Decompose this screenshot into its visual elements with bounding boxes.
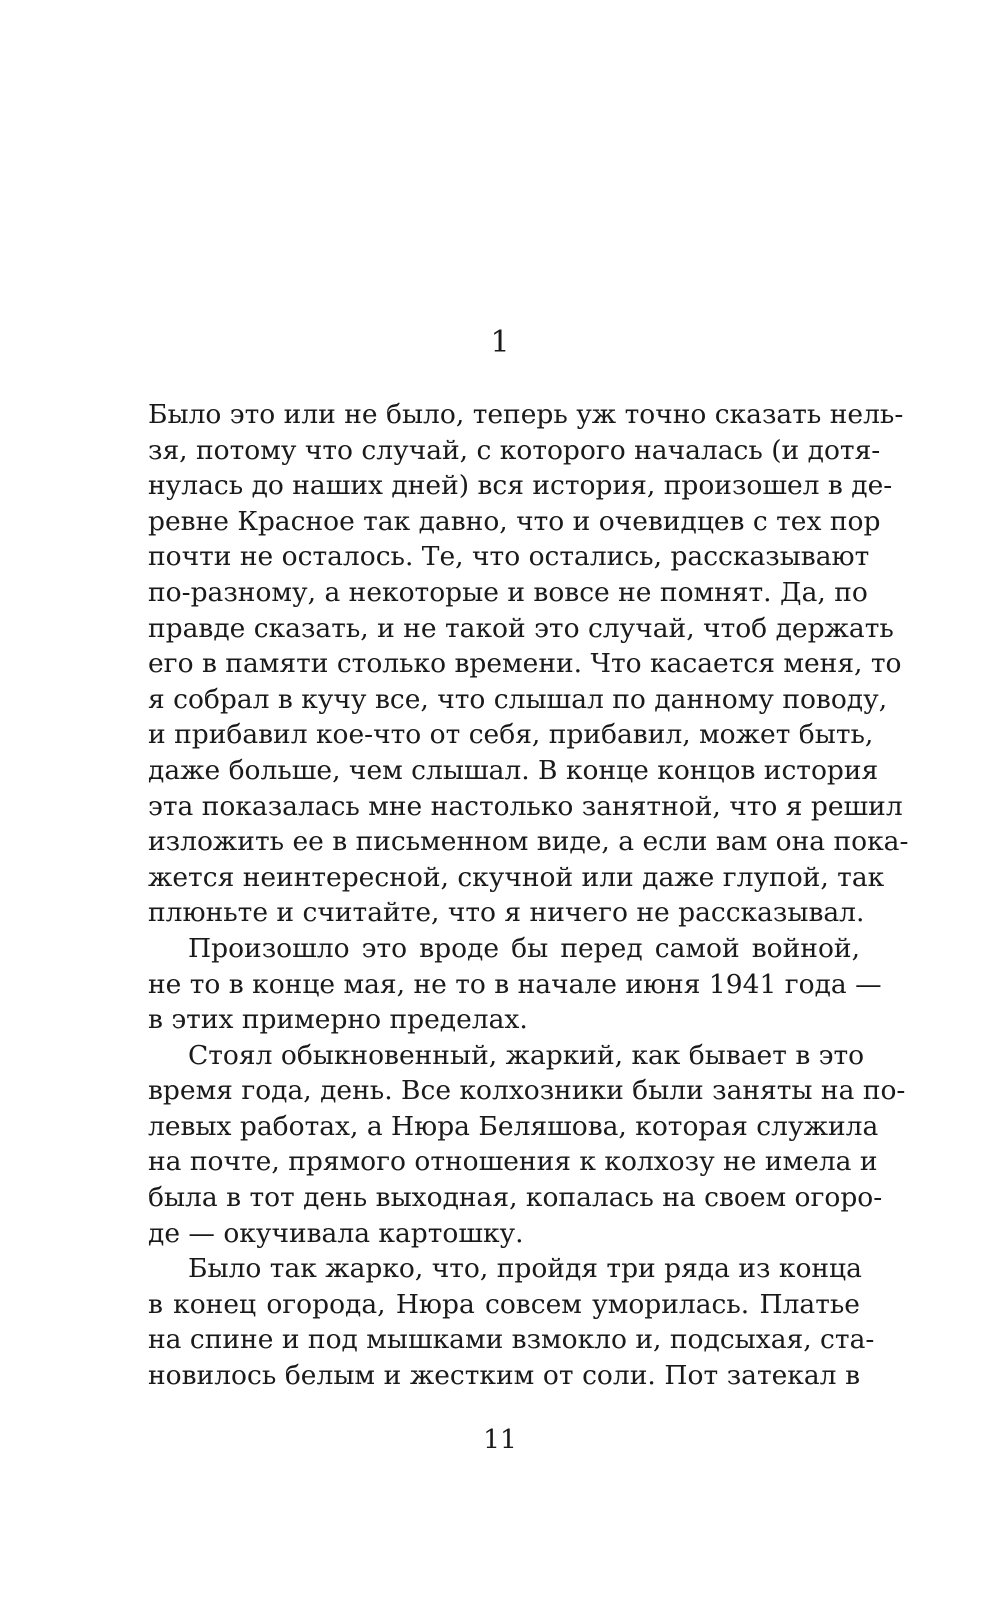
text-line: даже больше, чем слышал. В конце концов история [148, 754, 879, 786]
chapter-number: 1 [490, 325, 510, 360]
text-line: его в памяти столько времени. Что касается меня, то [148, 648, 902, 680]
text-line: ревне Красное так давно, что и очевидцев с тех пор [148, 505, 881, 537]
text-line: правде сказать, и не такой это случай, чтоб держать [148, 612, 894, 644]
text-line: на спине и под мышками взмокло и, подсыхая, ста- [148, 1324, 875, 1356]
text-line: почти не осталось. Те, что остались, рассказывают [148, 541, 870, 573]
text-line: не то в конце мая, не то в начале июня 1941 года — [148, 968, 882, 1000]
text-line: время года, день. Все колхозники были заняты на по- [148, 1075, 906, 1107]
text-line: Произошло это вроде бы перед самой войной, [188, 932, 860, 964]
text-line: плюньте и считайте, что я ничего не рассказывал. [148, 897, 865, 929]
text-line: была в тот день выходная, копалась на своем огоро- [148, 1182, 883, 1214]
text-line: Было это или не было, теперь уж точно сказать нель- [148, 399, 904, 430]
text-line: Было так жарко, что, пройдя три ряда из конца [188, 1253, 862, 1285]
text-line: левых работах, а Нюра Беляшова, которая служила [148, 1110, 879, 1142]
text-line: Стоял обыкновенный, жаркий, как бывает в это [188, 1039, 865, 1071]
text-line: изложить ее в письменном виде, а если вам она пока- [148, 826, 909, 858]
text-line: в этих примерно пределах. [148, 1004, 528, 1036]
text-line: по-разному, а некоторые и вовсе не помнят. Да, по [148, 576, 868, 608]
body-text [148, 397, 909, 1394]
text-line: новилось белым и жестким от соли. Пот затекал в [148, 1360, 860, 1392]
text-line: и прибавил кое-что от себя, прибавил, может быть, [148, 719, 874, 751]
text-line: я собрал в кучу все, что слышал по данному поводу, [148, 683, 888, 715]
text-line: в конец огорода, Нюра совсем уморилась. Платье [148, 1288, 860, 1320]
page-number: 11 [483, 1424, 517, 1455]
text-line: на почте, прямого отношения к колхозу не имела и [148, 1146, 878, 1178]
text-line: нулась до наших дней) вся история, произошел в де- [148, 470, 893, 502]
text-line: эта показалась мне настолько занятной, что я решил [148, 790, 903, 822]
text-line: де — окучивала картошку. [148, 1217, 524, 1249]
text-line: зя, потому что случай, с которого началась (и дотя- [148, 434, 881, 466]
text-line: жется неинтересной, скучной или даже глупой, так [148, 861, 885, 893]
